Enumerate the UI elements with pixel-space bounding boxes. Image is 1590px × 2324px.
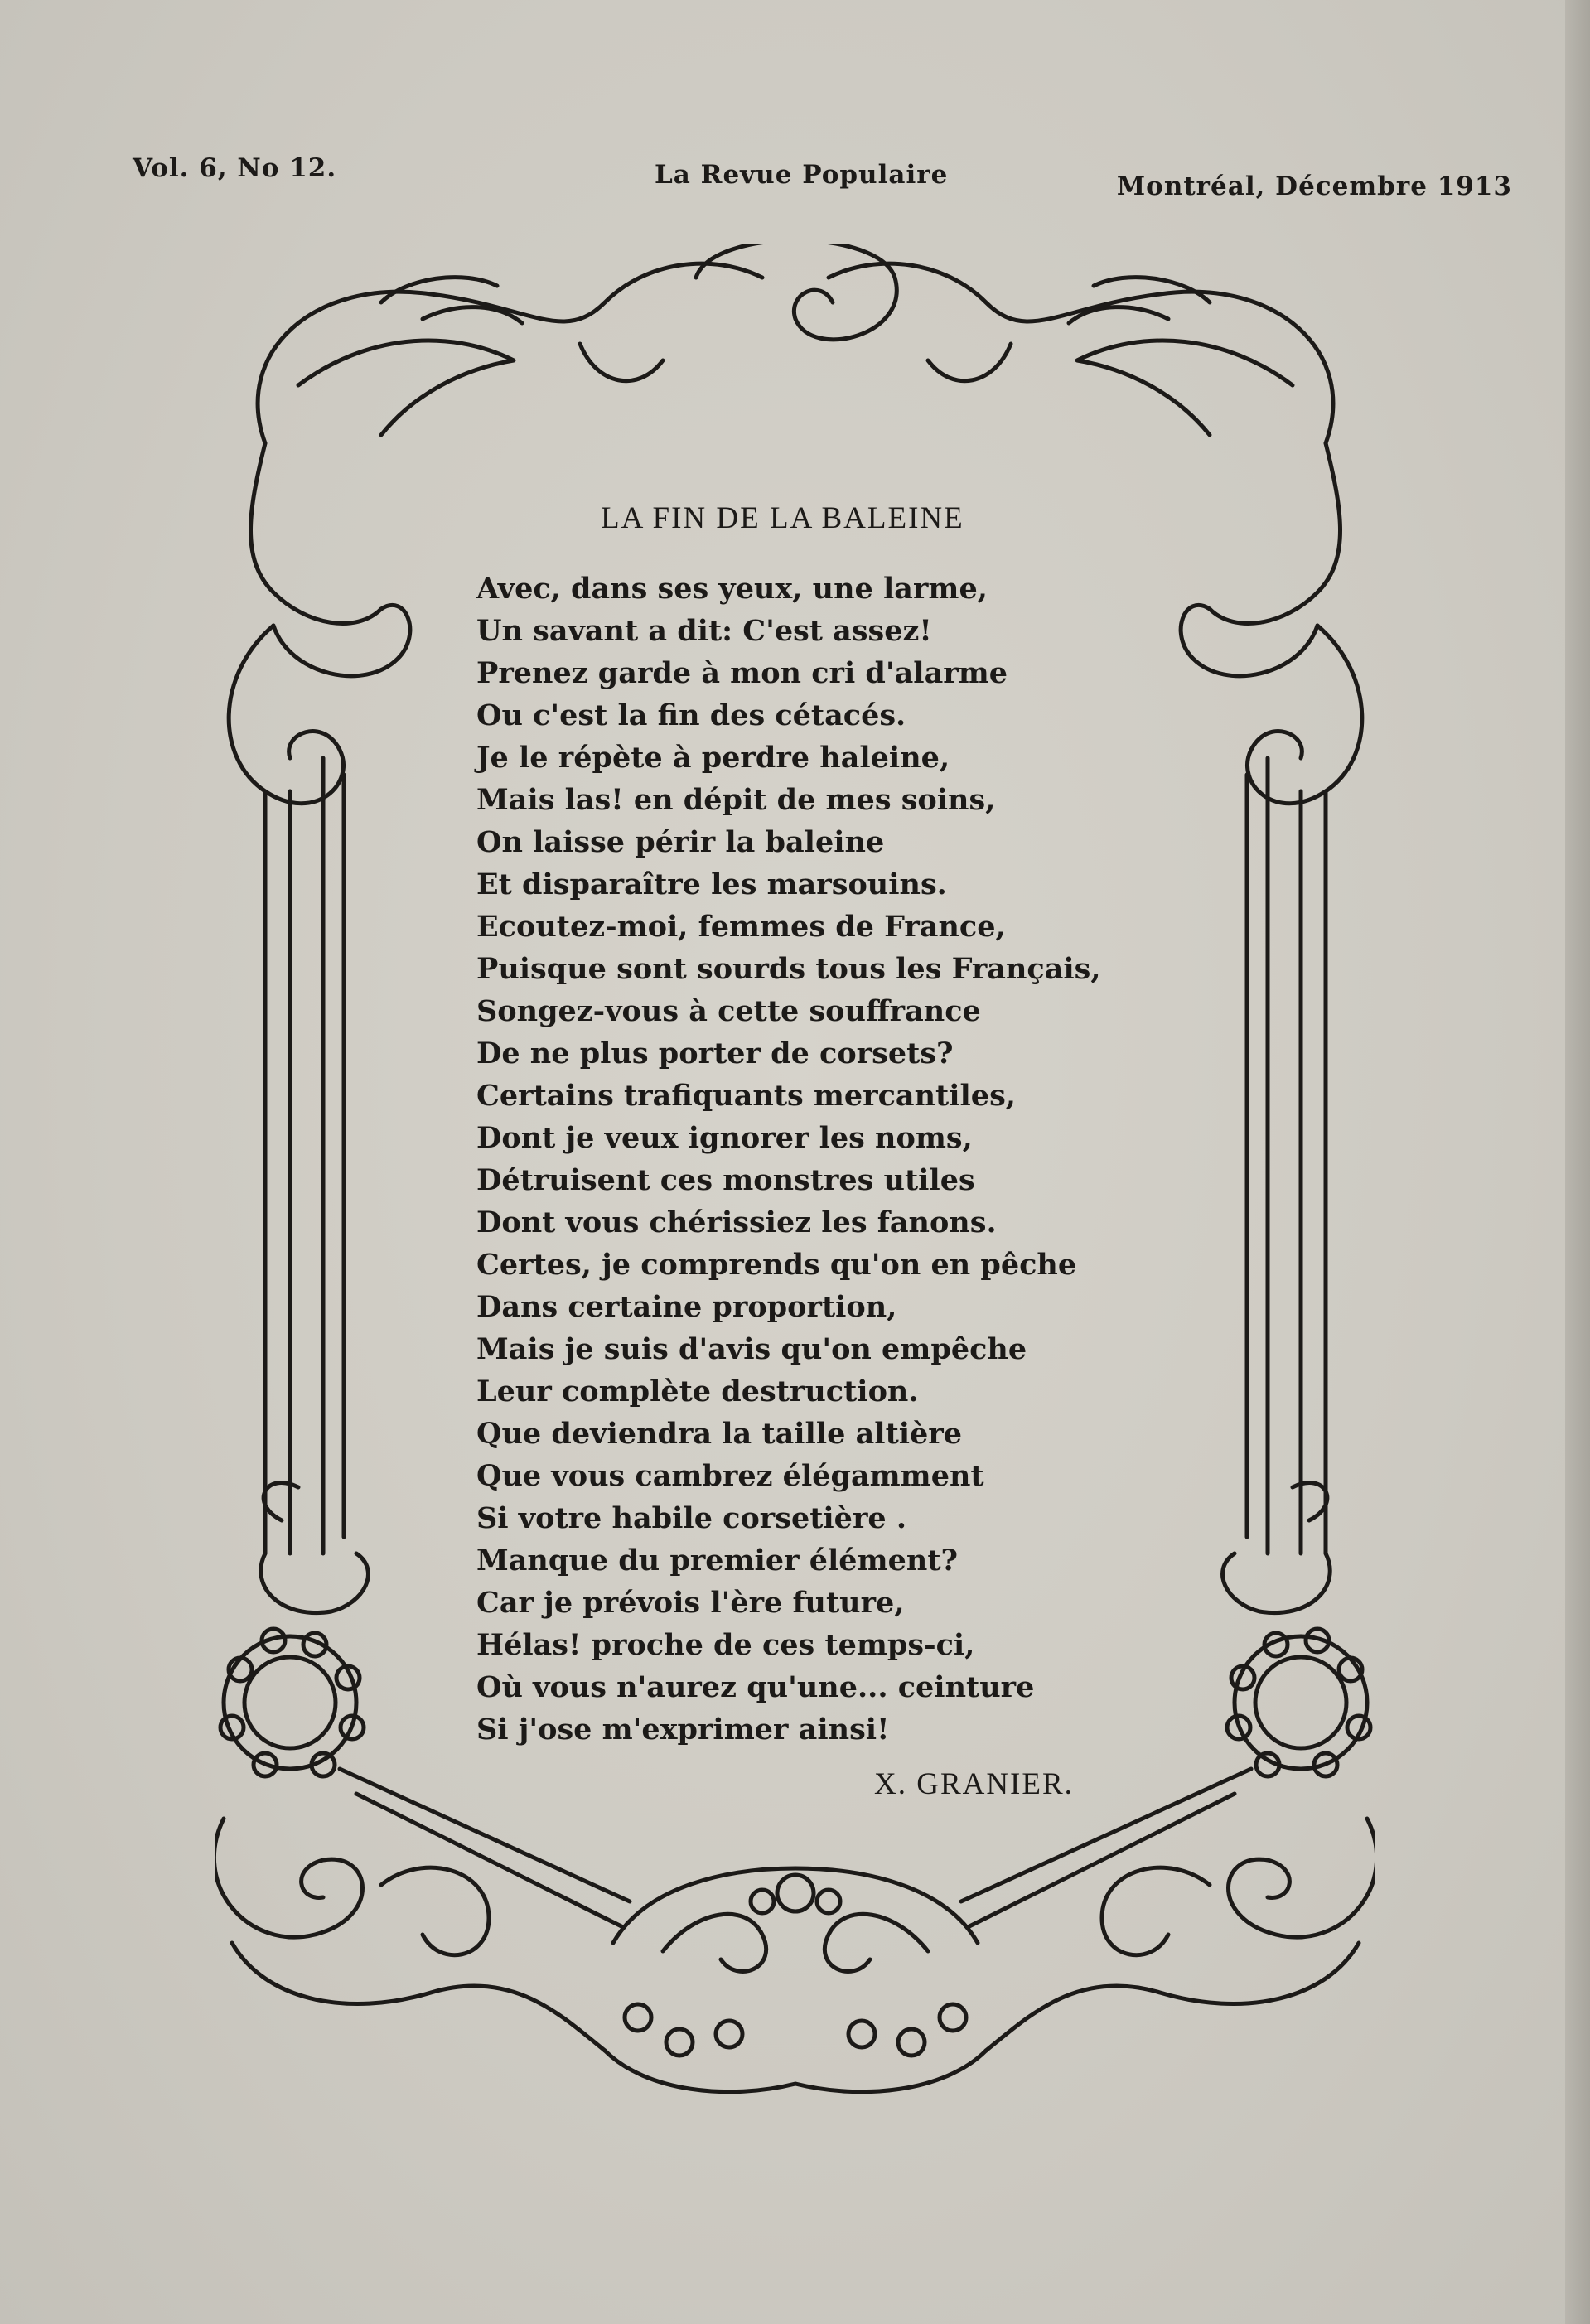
verse-line: On laisse périr la baleine [476,825,885,859]
right-rose-wreath [1227,1629,1370,1776]
verse-line: Détruisent ces monstres utiles [476,1163,975,1197]
verse-line: Certes, je comprends qu'on en pêche [476,1248,1077,1282]
verse-line: Dont je veux ignorer les noms, [476,1121,973,1155]
journal-title: La Revue Populaire [655,160,949,190]
verse-line: Ou c'est la fin des cétacés. [476,698,906,732]
verse-line: Si j'ose m'exprimer ainsi! [476,1713,890,1747]
poem-title: LA FIN DE LA BALEINE [601,501,964,535]
verse-line: Dans certaine proportion, [476,1290,897,1324]
top-scroll-ornament [251,244,1341,623]
verse-line: Dont vous chérissiez les fanons. [476,1205,997,1239]
verse-line: Avec, dans ses yeux, une larme, [476,572,988,606]
verse-line: Je le répète à perdre haleine, [476,741,950,775]
bottom-scroll-ornament [215,1769,1375,2092]
verse-line: Car je prévois l'ère future, [476,1586,905,1620]
volume-number: Vol. 6, No 12. [133,153,337,183]
verse-line: Songez-vous à cette souffrance [476,994,981,1028]
verse-line: Que deviendra la taille altière [476,1417,963,1451]
verse-line: Si votre habile corsetière . [476,1501,907,1535]
verse-line: Leur complète destruction. [476,1375,919,1408]
verse-line: Prenez garde à mon cri d'alarme [476,656,1008,690]
poem-verse [476,568,1222,1751]
verse-line: Mais je suis d'avis qu'on empêche [476,1332,1027,1366]
left-rose-wreath [220,1629,364,1776]
author-signature: X. GRANIER. [874,1767,1074,1801]
issue-date: Montréal, Décembre 1913 [1116,172,1512,201]
verse-line: Mais las! en dépit de mes soins, [476,783,996,817]
verse-line: Manque du premier élément? [476,1544,959,1578]
verse-line: Que vous cambrez élégamment [476,1459,984,1493]
verse-line: Ecoutez-moi, femmes de France, [476,910,1006,944]
verse-line: Un savant a dit: C'est assez! [476,614,932,648]
verse-line: De ne plus porter de corsets? [476,1036,954,1070]
page-edge [1565,0,1590,2324]
left-column-ornament [229,605,410,1612]
verse-line: Puisque sont sourds tous les Français, [476,952,1101,986]
verse-line: Certains trafiquants mercantiles, [476,1079,1016,1113]
verse-line: Où vous n'aurez qu'une... ceinture [476,1670,1035,1704]
page-header [133,153,1512,203]
verse-line: Et disparaître les marsouins. [476,867,947,901]
verse-line: Hélas! proche de ces temps-ci, [476,1628,975,1662]
